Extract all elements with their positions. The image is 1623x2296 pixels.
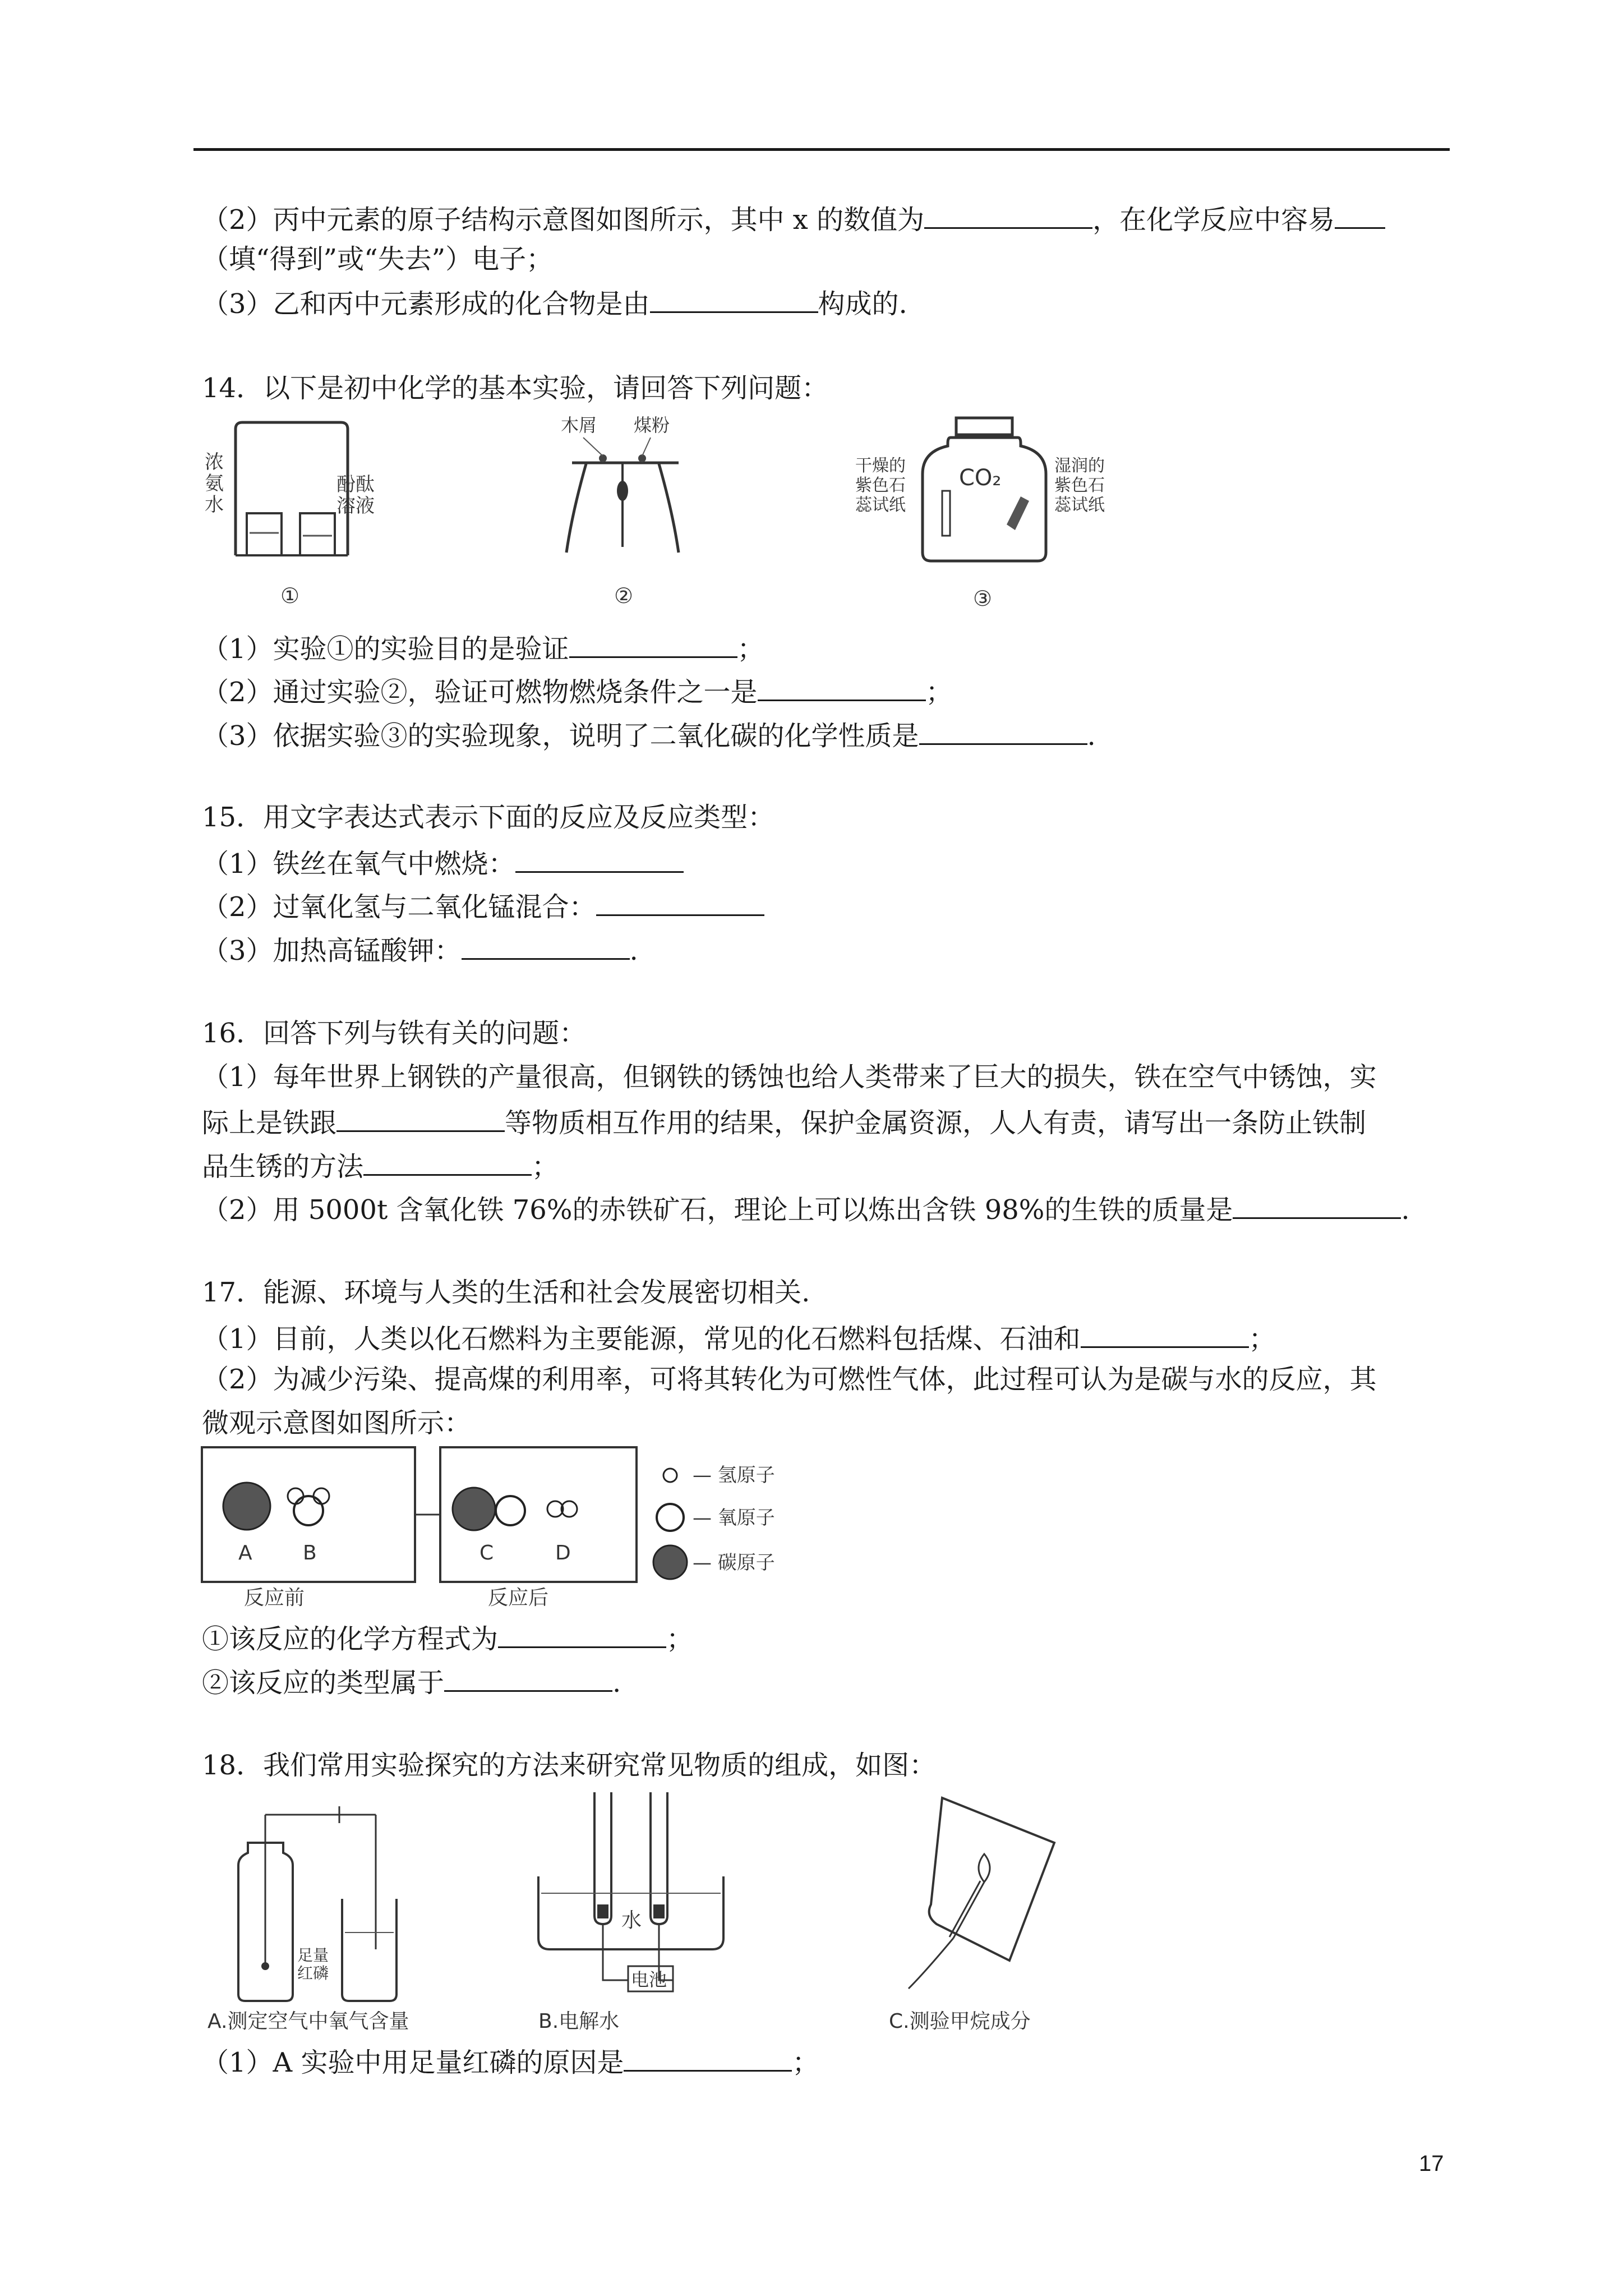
q14-figure-3 xyxy=(852,412,1144,614)
fig2-label: 木屑 xyxy=(561,415,597,436)
answer-blank[interactable] xyxy=(363,1146,532,1176)
q15-part1: （1）铁丝在氧气中燃烧： xyxy=(202,843,684,882)
q17-part2-line1: （2）为减少污染、提高煤的利用率，可将其转化为可燃性气体，此过程可认为是碳与水的反应，其 xyxy=(202,1364,1377,1395)
answer-blank[interactable] xyxy=(924,199,1092,229)
q14-part2: （2）通过实验②，验证可燃物燃烧条件之一是 ； xyxy=(202,671,953,710)
q14-figure-2 xyxy=(538,412,707,614)
answer-blank[interactable] xyxy=(1233,1189,1401,1219)
q18-part1: （1）A 实验中用足量红磷的原因是 ； xyxy=(202,2042,819,2081)
fig3-label: 紫色石 xyxy=(1054,476,1105,495)
q17-part1: （1）目前，人类以化石燃料为主要能源，常见的化石燃料包括煤、石油和 ； xyxy=(202,1318,1276,1357)
fig2-label: 煤粉 xyxy=(634,415,670,436)
legend-oxygen: — 氧原子 xyxy=(693,1507,775,1529)
q18-stem: 18．我们常用实验探究的方法来研究常见物质的组成，如图： xyxy=(202,1750,937,1781)
q18-figure-A xyxy=(208,1792,465,2039)
fig3-label: 蕊试纸 xyxy=(855,495,906,515)
answer-blank[interactable] xyxy=(569,628,737,658)
q17-micro-diagram xyxy=(199,1444,827,1613)
q17-sub2: ②该反应的类型属于 . xyxy=(202,1662,621,1701)
q16-stem: 16．回答下列与铁有关的问题： xyxy=(202,1018,587,1049)
q13-part3: （3）乙和丙中元素形成的化合物是由 构成的. xyxy=(202,283,907,322)
fig1-label: 水 xyxy=(205,494,224,516)
answer-blank[interactable] xyxy=(1335,199,1385,229)
answer-blank[interactable] xyxy=(1081,1318,1249,1348)
fig3-label: 干燥的 xyxy=(855,456,906,476)
q13-part2-line2: （填“得到”或“失去”）电子； xyxy=(202,243,554,275)
legend-hydrogen: — 氢原子 xyxy=(693,1464,775,1487)
fig1-label: 氨 xyxy=(205,472,224,495)
q15-part2: （2）过氧化氢与二氧化锰混合： xyxy=(202,886,764,925)
figA-label: 红磷 xyxy=(297,1964,329,1982)
label-A: A xyxy=(238,1542,252,1565)
q15-part3: （3）加热高锰酸钾： . xyxy=(202,930,638,969)
figB-caption: B.电解水 xyxy=(538,2010,620,2033)
figB-water: 水 xyxy=(621,1909,642,1932)
label-D: D xyxy=(555,1542,571,1565)
q16-part1-line3: 品生锈的方法 ； xyxy=(202,1146,559,1185)
answer-blank[interactable] xyxy=(444,1662,612,1692)
fig1-label: 酚酞 xyxy=(336,473,375,496)
figA-caption: A.测定空气中氧气含量 xyxy=(208,2010,409,2033)
answer-blank[interactable] xyxy=(515,843,684,873)
q14-figure-1 xyxy=(202,418,381,614)
answer-blank[interactable] xyxy=(462,930,630,960)
fig3-caption: ③ xyxy=(973,586,993,611)
fig2-caption: ② xyxy=(614,583,634,608)
fig3-gas: CO₂ xyxy=(959,465,1002,491)
answer-blank[interactable] xyxy=(624,2042,792,2072)
page-number: 17 xyxy=(1419,2151,1444,2176)
q16-part2: （2）用 5000t 含氧化铁 76%的赤铁矿石，理论上可以炼出含铁 98%的生铁的质量是 . xyxy=(202,1189,1410,1228)
caption-before: 反应前 xyxy=(244,1586,305,1609)
answer-blank[interactable] xyxy=(498,1618,666,1648)
figA-label: 足量 xyxy=(297,1946,329,1964)
fig1-caption: ① xyxy=(280,583,300,608)
q18-figure-B xyxy=(527,1787,751,2039)
q14-part3: （3）依据实验③的实验现象，说明了二氧化碳的化学性质是 . xyxy=(202,715,1096,754)
q18-figure-C xyxy=(841,1787,1099,2039)
legend-carbon: — 碳原子 xyxy=(693,1552,775,1574)
caption-after: 反应后 xyxy=(488,1586,549,1609)
answer-blank[interactable] xyxy=(336,1102,505,1132)
q14-stem: 14．以下是初中化学的基本实验，请回答下列问题： xyxy=(202,372,829,404)
q17-sub1: ①该反应的化学方程式为 ； xyxy=(202,1618,693,1657)
q17-stem: 17．能源、环境与人类的生活和社会发展密切相关. xyxy=(202,1277,810,1308)
fig3-label: 紫色石 xyxy=(855,476,906,495)
q15-stem: 15．用文字表达式表示下面的反应及反应类型： xyxy=(202,802,775,833)
q17-part2-line2: 微观示意图如图所示： xyxy=(202,1407,472,1439)
label-B: B xyxy=(303,1542,317,1565)
answer-blank[interactable] xyxy=(919,715,1087,745)
fig1-label: 浓 xyxy=(205,451,224,473)
answer-blank[interactable] xyxy=(596,886,764,916)
q14-part1: （1）实验①的实验目的是验证 ； xyxy=(202,628,764,667)
header-rule xyxy=(193,148,1450,151)
label-C: C xyxy=(479,1542,494,1565)
q16-part1-line1: （1）每年世界上钢铁的产量很高，但钢铁的锈蚀也给人类带来了巨大的损失，铁在空气中锈蚀，实 xyxy=(202,1061,1377,1093)
q13-part2-line1: （2）丙中元素的原子结构示意图如图所示，其中 x 的数值为 ，在化学反应中容易 xyxy=(202,199,1385,238)
figB-battery: 电池 xyxy=(631,1969,667,1990)
answer-blank[interactable] xyxy=(758,671,926,701)
answer-blank[interactable] xyxy=(650,283,818,313)
fig3-label: 湿润的 xyxy=(1054,456,1105,476)
fig1-label: 溶液 xyxy=(336,495,375,517)
figC-caption: C.测验甲烷成分 xyxy=(889,2010,1031,2033)
fig3-label: 蕊试纸 xyxy=(1054,495,1105,515)
q16-part1-line2: 际上是铁跟 等物质相互作用的结果，保护金属资源，人人有责，请写出一条防止铁制 xyxy=(202,1102,1366,1141)
